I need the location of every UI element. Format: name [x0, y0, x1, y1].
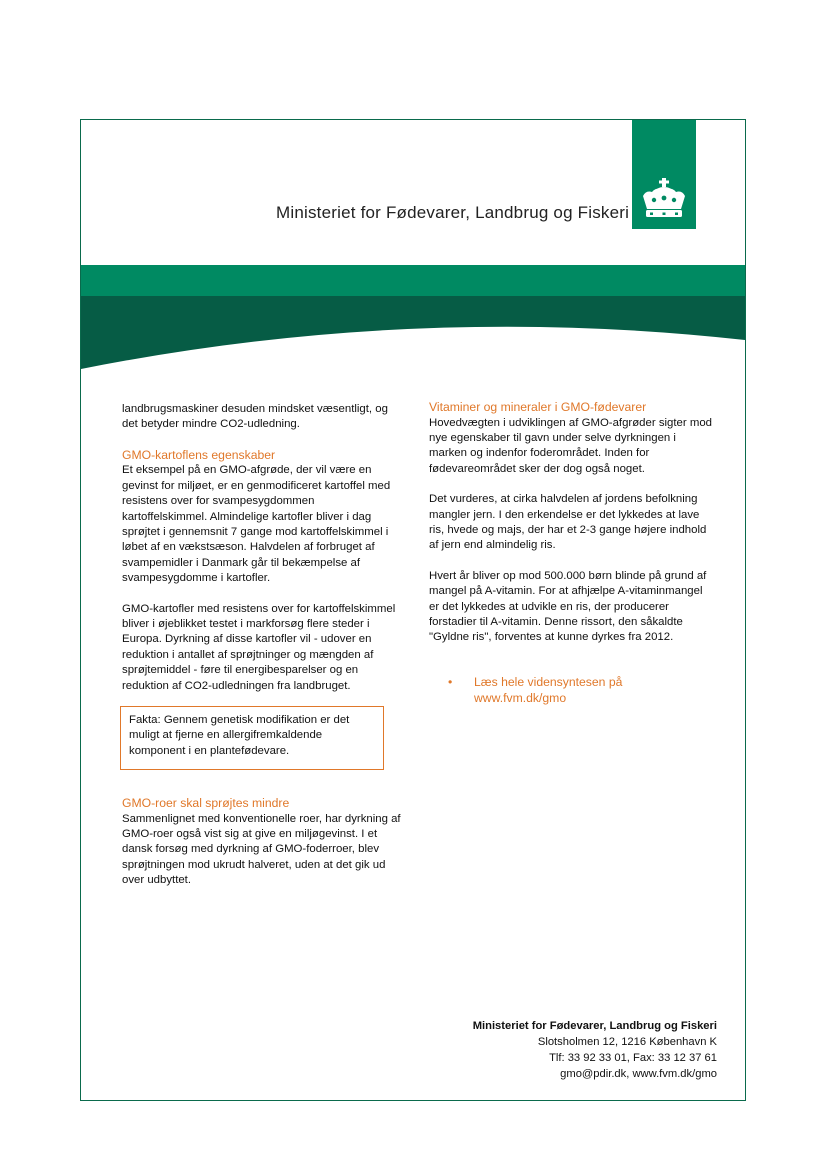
- contact-address: Slotsholmen 12, 1216 København K: [537, 1036, 717, 1048]
- potato-paragraph-1: Et eksempel på en GMO-afgrøde, der vil være en gevinst for miljøet, er en genmodificeret kartoffel med resistens over for svampesygdommen kartoffelskimmel. Almindelige kartofler bliver i dag sprøjtet i gennemsnit 7 gange mod kartoffelskimmel i løbet af en vækstsæson. Halvdelen af forbruget af svampemidler i Danmark går til bekæmpelse af svampesygdomme i kartofler.: [122, 464, 391, 585]
- ministry-logo: [632, 120, 696, 229]
- section-heading-beets: GMO-roer skal sprøjtes mindre: [122, 796, 290, 810]
- synthesis-link-item[interactable]: [448, 674, 672, 706]
- header-banner: [81, 265, 745, 375]
- beet-section: [122, 796, 404, 889]
- contact-name: Ministeriet for Fødevarer, Landbrug og Fiskeri: [472, 1020, 717, 1032]
- section-heading-potato: GMO-kartoflens egenskaber: [122, 447, 276, 462]
- contact-block: [473, 1018, 717, 1082]
- fakta-box: Fakta: Gennem genetisk modifikation er det muligt at fjerne en allergifremkaldende komponent i en plantefødevare.: [120, 706, 384, 770]
- ministry-title: Ministeriet for Fødevarer, Landbrug og Fiskeri: [276, 203, 630, 222]
- contact-phone: Tlf: 33 92 33 01, Fax: 33 12 37 61: [549, 1052, 717, 1064]
- synthesis-link[interactable]: Læs hele vidensyntesen på www.fvm.dk/gmo: [474, 675, 623, 705]
- potato-paragraph-2: GMO-kartofler med resistens over for kartoffelskimmel bliver i øjeblikket testet i markforsøg flere steder i Europa. Dyrkning af disse kartofler vil - udover en reduktion i antallet af sprøjtninger og mængden af sprøjtemiddel - føre til energibesparelser og en reduktion af CO2-udledningen fra landbruget.: [122, 602, 396, 692]
- bullet-icon: •: [448, 675, 453, 689]
- intro-paragraph: landbrugsmaskiner desuden mindsket væsentligt, og det betyder mindre CO2-udledning.: [122, 403, 388, 431]
- vitamin-paragraph-2: Det vurderes, at cirka halvdelen af jordens befolkning mangler jern. I den erkendelse er det lykkedes at lave ris, hvede og majs, der har et 2-3 gange højere indhold af jern end almindelig ris.: [429, 493, 707, 552]
- crown-icon: [640, 178, 688, 220]
- left-column: [122, 402, 402, 709]
- vitamin-paragraph-1: Hovedvægten i udviklingen af GMO-afgrøder sigter mod nye egenskaber til gavn under selve dyrkningen i marken og indenfor foderområdet. Inden for fødevareområdet sker der dog også noget.: [429, 416, 712, 475]
- section-heading-vitamins: Vitaminer og mineraler i GMO-fødevarer: [429, 400, 647, 414]
- vitamin-paragraph-3: Hvert år bliver op mod 500.000 børn blinde på grund af mangel på A-vitamin. For at afhjælpe A-vitaminmangel er det lykkedes at udvikle en ris, der producerer forstadier til A-vitamin. Denne rissort, den såkaldte "Gyldne ris", forventes at kunne dyrkes fra 2012.: [429, 569, 707, 644]
- contact-web[interactable]: gmo@pdir.dk, www.fvm.dk/gmo: [560, 1068, 717, 1080]
- beet-paragraph: Sammenlignet med konventionelle roer, har dyrkning af GMO-roer også vist sig at give en miljøgevinst. I et dansk forsøg med dyrkning af GMO-foderroer, blev sprøjtningen mod ukrudt halveret, uden at det gik ud over udbyttet.: [122, 812, 401, 887]
- right-column: [429, 400, 712, 661]
